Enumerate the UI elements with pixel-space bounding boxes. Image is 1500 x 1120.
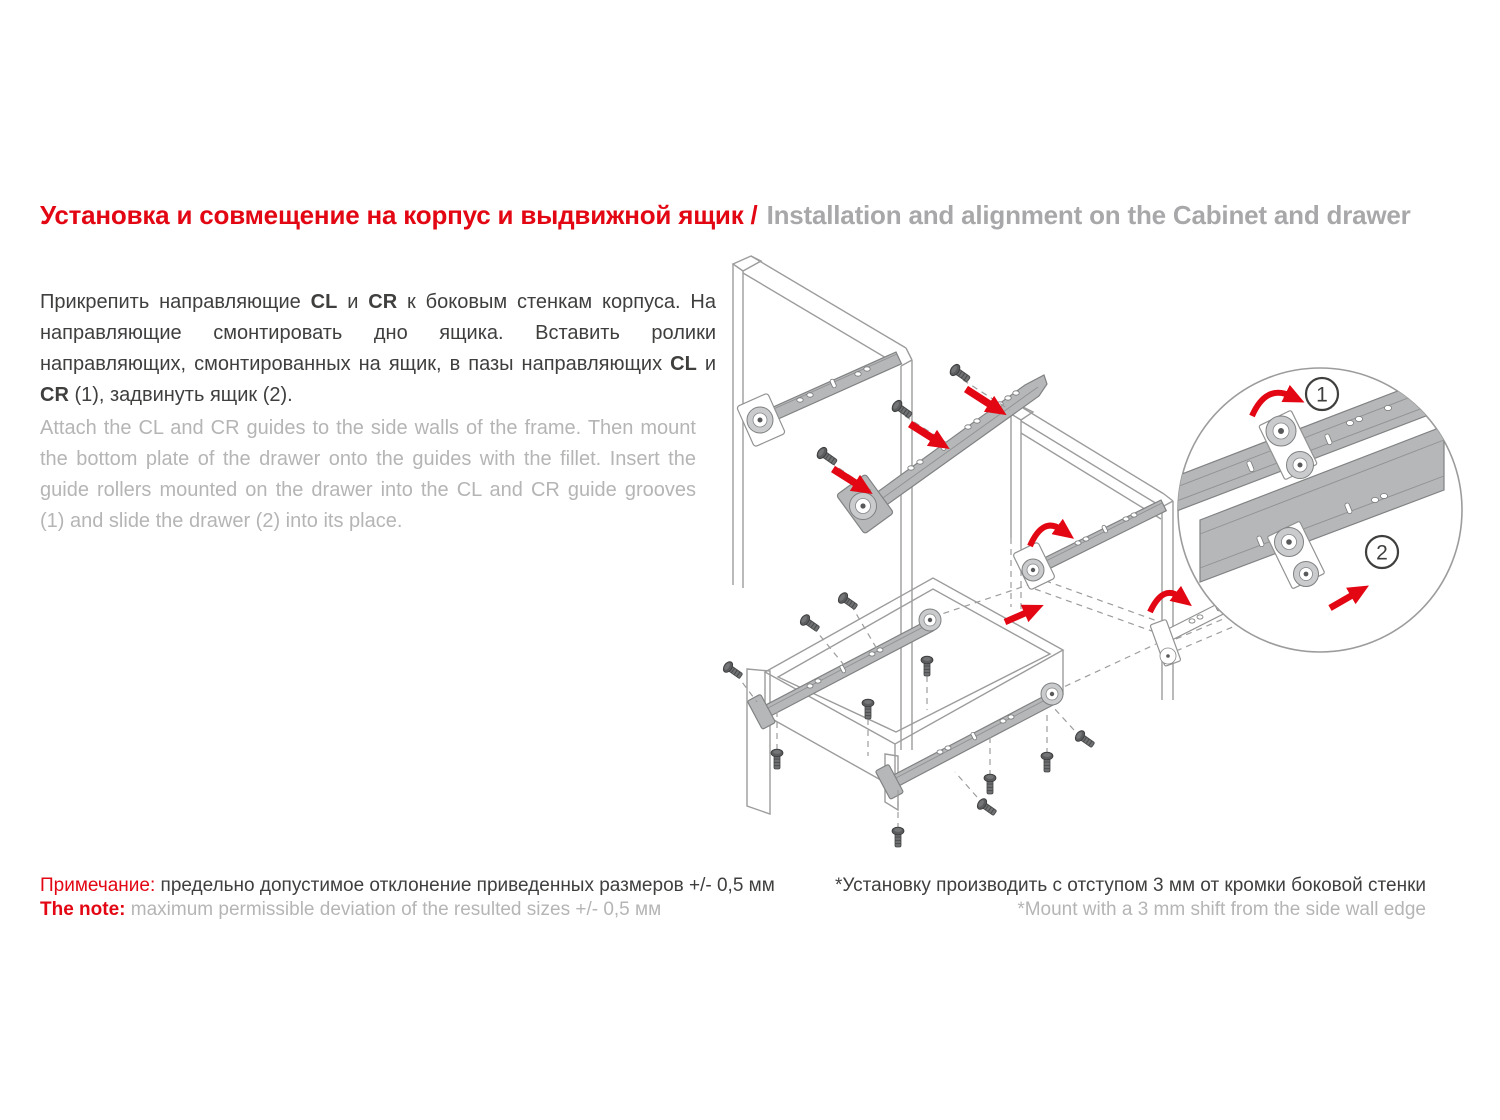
red-hook-arrow-icon: [1150, 593, 1180, 612]
intro-paragraph-ru: [40, 287, 716, 411]
screw-icon: [815, 446, 839, 468]
red-arrow-icon: [833, 469, 860, 486]
red-arrow-icon: [910, 424, 937, 441]
screw-icon: [862, 699, 874, 719]
intro-ru-cl: CL: [670, 353, 697, 375]
note-text-en: maximum permissible deviation of the resulted sizes +/- 0,5 мм: [125, 899, 662, 920]
step-2-label: 2: [1376, 541, 1388, 565]
note-label-en: The note:: [40, 899, 126, 920]
page-title-en: Installation and alignment on the Cabinet and drawer: [766, 200, 1411, 230]
side-note-ru: *Установку производить с отступом 3 мм от кромки боковой стенки: [834, 875, 1426, 896]
intro-ru-cr: CR: [40, 384, 69, 406]
intro-ru-seg: и: [696, 353, 716, 375]
page-title-ru: Установка и совмещение на корпус и выдвижной ящик /: [40, 200, 758, 230]
screw-icon: [721, 660, 744, 681]
dashed-guides: [933, 577, 1235, 691]
screw-icon: [1073, 729, 1096, 750]
screw-icon: [948, 363, 972, 385]
intro-ru-seg: Прикрепить направляющие: [40, 291, 311, 313]
side-note-block: [835, 874, 1426, 922]
step-1-badge: [1306, 378, 1338, 410]
guide-rail-floating: [836, 375, 1047, 534]
screw-icon: [771, 749, 783, 769]
red-arrow-icon: [1005, 611, 1030, 622]
intro-ru-seg: к боковым стенкам корпуса. На направляющие смонтировать дно ящика. Вставить ролики направляющих, смонтированных на ящик, в пазы направляющих: [40, 291, 716, 375]
intro-paragraph-en: Attach the CL and CR guides to the side walls of the frame. Then mount the bottom plate of the drawer onto the guides with the fillet. Insert the guide rollers mounted on the drawer into the CL and CR guide grooves (1) and slide the drawer (2) into its place.: [40, 417, 696, 532]
page-title: [40, 200, 1440, 231]
red-arrow-icon: [966, 389, 994, 407]
intro-ru-seg: и: [337, 291, 369, 313]
screw-icon: [892, 827, 904, 847]
note-line-en: [40, 898, 775, 922]
screw-icon: [975, 797, 998, 818]
note-text-ru: предельно допустимое отклонение приведенных размеров +/- 0,5 мм: [155, 875, 775, 896]
screw-icon: [798, 613, 821, 634]
note-line-ru: [40, 874, 775, 898]
screw-icon: [1041, 752, 1053, 772]
screw-icon: [890, 399, 914, 421]
guide-rail-cr-mounted: [1013, 500, 1167, 590]
assembly-diagram: [700, 248, 1490, 873]
screw-icon: [921, 656, 933, 676]
note-block: [40, 874, 775, 922]
screw-icon: [836, 591, 859, 612]
intro-ru-cr: CR: [368, 291, 398, 313]
drawer: [721, 578, 1096, 847]
note-label-ru: Примечание:: [40, 875, 156, 896]
guide-rail-cl-mounted: [737, 352, 902, 447]
screw-icon: [984, 774, 996, 794]
step-1-label: 1: [1316, 383, 1328, 407]
intro-ru-seg: (1), задвинуть ящик (2).: [68, 384, 293, 406]
side-note-en: *Mount with a 3 mm shift from the side wall edge: [1017, 899, 1426, 920]
drawer-rail-right: [875, 683, 1063, 799]
step-2-badge: [1366, 536, 1398, 568]
intro-ru-cl: CL: [310, 291, 338, 313]
